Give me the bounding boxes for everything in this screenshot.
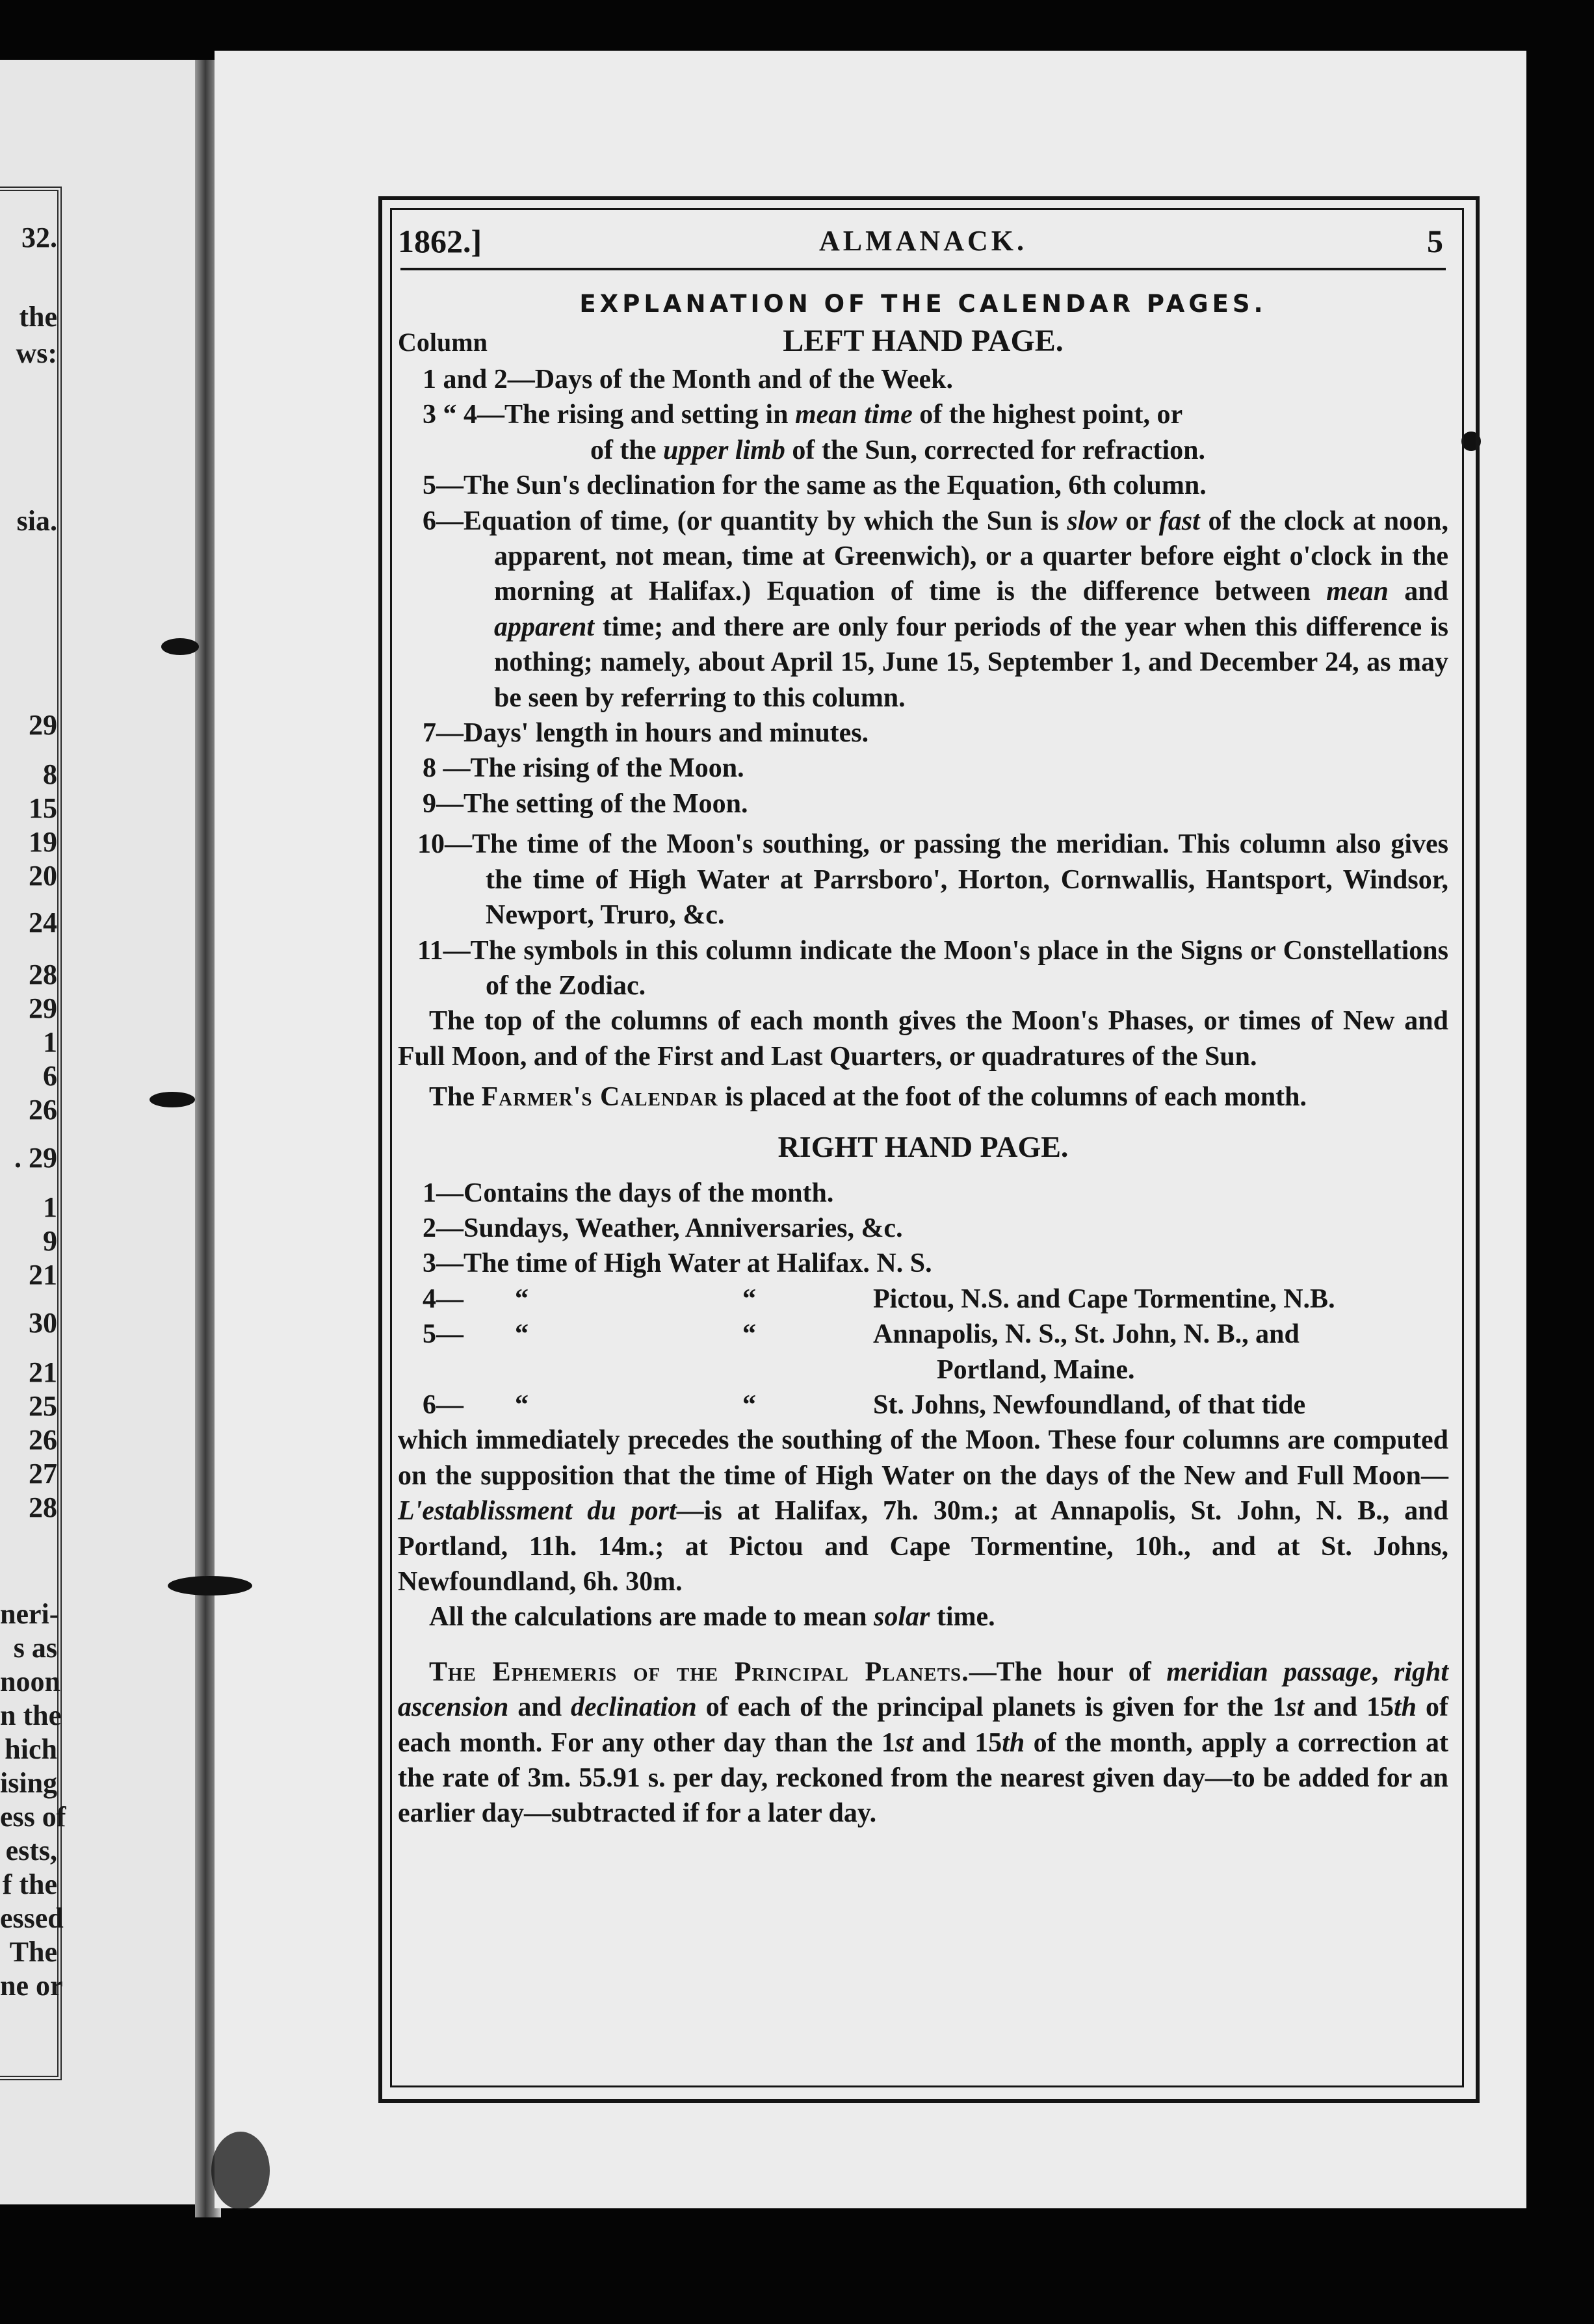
rhp-item-5-cont: Portland, Maine. <box>937 1354 1135 1385</box>
left-page-fragment: 26 <box>29 1424 57 1456</box>
left-page-fragment: hich <box>5 1733 57 1765</box>
lhp-item-11: 11—The symbols in this column indicate the Moon's place in the Signs or Constellations of the Zodiac. <box>417 935 1448 1001</box>
left-page-fragment: 1 <box>43 1191 57 1223</box>
ink-blot <box>150 1092 195 1107</box>
lhp-item-7: 7—Days' length in hours and minutes. <box>423 718 869 749</box>
left-page-fragment: 26 <box>29 1094 57 1126</box>
rhp-item-6-cont: which immediately precedes the southing of the Moon. These four columns are computed on the supposition that the time of High Water on the days of the New and Full Moon—L'establissment du port—is at Halifax, 7h. 30m.; at Annapolis, St. John, N. B., and Portland, 11h. 14m.; at Pictou and Cape Tormentine, 10h., and at St. Johns, Newfoundland, 6h. 30m. <box>398 1425 1448 1597</box>
rhp-item-3: 3—The time of High Water at Halifax. N. S. <box>423 1248 932 1279</box>
left-page-fragment: ne or <box>0 1970 63 2002</box>
header-rule <box>400 268 1446 270</box>
left-hand-page-title: LEFT HAND PAGE. <box>783 324 1064 358</box>
left-page-fragment: . 29 <box>14 1142 57 1174</box>
left-page-fragment: ests, <box>5 1835 57 1866</box>
lhp-item-3-4-cont: of the upper limb of the Sun, corrected for refraction. <box>590 435 1206 465</box>
rhp-item-5: 5— “ “ Annapolis, N. S., St. John, N. B., and <box>423 1319 1300 1350</box>
lhp-item-9: 9—The setting of the Moon. <box>423 788 748 819</box>
left-page-fragment: noon <box>0 1666 60 1698</box>
lhp-paragraph-phases: The top of the columns of each month gives the Moon's Phases, or times of New and Full Moon, and of the First and Last Quarters, or quadratures of the Sun. <box>398 1006 1448 1072</box>
ephemeris-paragraph: The Ephemeris of the Principal Planets.—The hour of meridian passage, right ascension and declination of each of the principal planets is given for the 1st and 15th of each month. For any other day than the 1st and 15th of the month, apply a correction at the rate of 3m. 55.91 s. per day, reckoned from the nearest given day—to be added for an earlier day—subtracted if for a later day. <box>398 1657 1449 1829</box>
ink-blot <box>168 1576 252 1595</box>
rhp-item-2: 2—Sundays, Weather, Anniversaries, &c. <box>423 1213 903 1243</box>
left-page-fragment: 24 <box>29 907 57 938</box>
left-page-fragment: essed <box>0 1902 64 1934</box>
rhp-item-4: 4— “ “ Pictou, N.S. and Cape Tormentine, N.B. <box>423 1284 1335 1314</box>
page-content <box>398 214 1448 1831</box>
ink-blot <box>161 638 199 655</box>
rhp-item-6: 6— “ “ St. Johns, Newfoundland, of that tide <box>423 1389 1306 1420</box>
lhp-paragraph-farmers: The Farmer's Calendar is placed at the foot of the columns of each month. <box>429 1082 1307 1113</box>
left-page-fragment: ess of <box>0 1801 66 1833</box>
left-page-fragment: 28 <box>29 959 57 990</box>
left-page-fragment: 30 <box>29 1307 57 1339</box>
header-title: ALMANACK. <box>819 225 1027 257</box>
left-page-fragment: sia. <box>16 505 57 537</box>
left-page-fragment: f the <box>2 1868 57 1900</box>
left-hand-heading-row <box>398 320 1448 362</box>
left-page-fragment: The <box>9 1936 57 1968</box>
left-page-fragment: 25 <box>29 1390 57 1422</box>
header-year: 1862.] <box>398 223 482 259</box>
rhp-item-1: 1—Contains the days of the month. <box>423 1178 834 1208</box>
left-page-fragment: n the <box>0 1699 62 1731</box>
lhp-item-5: 5—The Sun's declination for the same as the Equation, 6th column. <box>423 471 1207 501</box>
page-header <box>398 214 1448 268</box>
left-page-fragment: 28 <box>29 1491 57 1523</box>
left-page-fragment: 21 <box>29 1259 57 1291</box>
right-hand-page-title: RIGHT HAND PAGE. <box>777 1130 1069 1163</box>
left-page-fragment: 21 <box>29 1356 57 1388</box>
left-page-fragment: 9 <box>43 1225 57 1257</box>
left-page-fragment: ising <box>0 1767 58 1799</box>
left-page-fragment: 1 <box>43 1026 57 1058</box>
lhp-item-10: 10—The time of the Moon's southing, or passing the meridian. This column also gives the time of High Water at Parrsboro', Horton, Cornwallis, Hantsport, Windsor, Newport, Truro, &c. <box>417 829 1448 931</box>
left-page-fragment: 15 <box>29 792 57 824</box>
left-page-fragment: 19 <box>29 826 57 858</box>
left-page-fragment: 20 <box>29 860 57 892</box>
left-page-fragment: 8 <box>43 758 57 790</box>
section-title: EXPLANATION OF THE CALENDAR PAGES. <box>579 290 1267 318</box>
left-page-fragment: neri- <box>0 1598 59 1630</box>
left-page-fragment: the <box>19 301 57 333</box>
page-number: 5 <box>1427 223 1443 259</box>
left-page-fragment: ws: <box>16 337 57 369</box>
page-shadow <box>211 2132 270 2210</box>
left-page-fragment: 29 <box>29 709 57 741</box>
column-label: Column <box>398 328 488 357</box>
left-page-fragment: 27 <box>29 1458 57 1490</box>
left-page-fragment: 6 <box>43 1060 57 1092</box>
lhp-item-8: 8 —The rising of the Moon. <box>423 753 744 784</box>
left-page-fragment: s as <box>13 1632 57 1664</box>
lhp-item-6: 6—Equation of time, (or quantity by which the Sun is slow or fast of the clock at noon, apparent, not mean, time at Greenwich), or a quarter before eight o'clock in the morning at Halifax.) Equation of time is the difference between mean and apparent time; and there are only four periods of the year when this difference is nothing; namely, about April 15, June 15, September 1, and December 24, as may be seen by referring to this column. <box>423 506 1449 713</box>
left-page-fragment: 32. <box>21 222 57 253</box>
lhp-item-3-4: 3 “ 4—The rising and setting in mean time of the highest point, or <box>423 400 1183 430</box>
left-page-fragment: 29 <box>29 992 57 1024</box>
lhp-item-1: 1 and 2—Days of the Month and of the Week. <box>423 365 953 394</box>
rhp-solar-note: All the calculations are made to mean solar time. <box>429 1602 995 1633</box>
